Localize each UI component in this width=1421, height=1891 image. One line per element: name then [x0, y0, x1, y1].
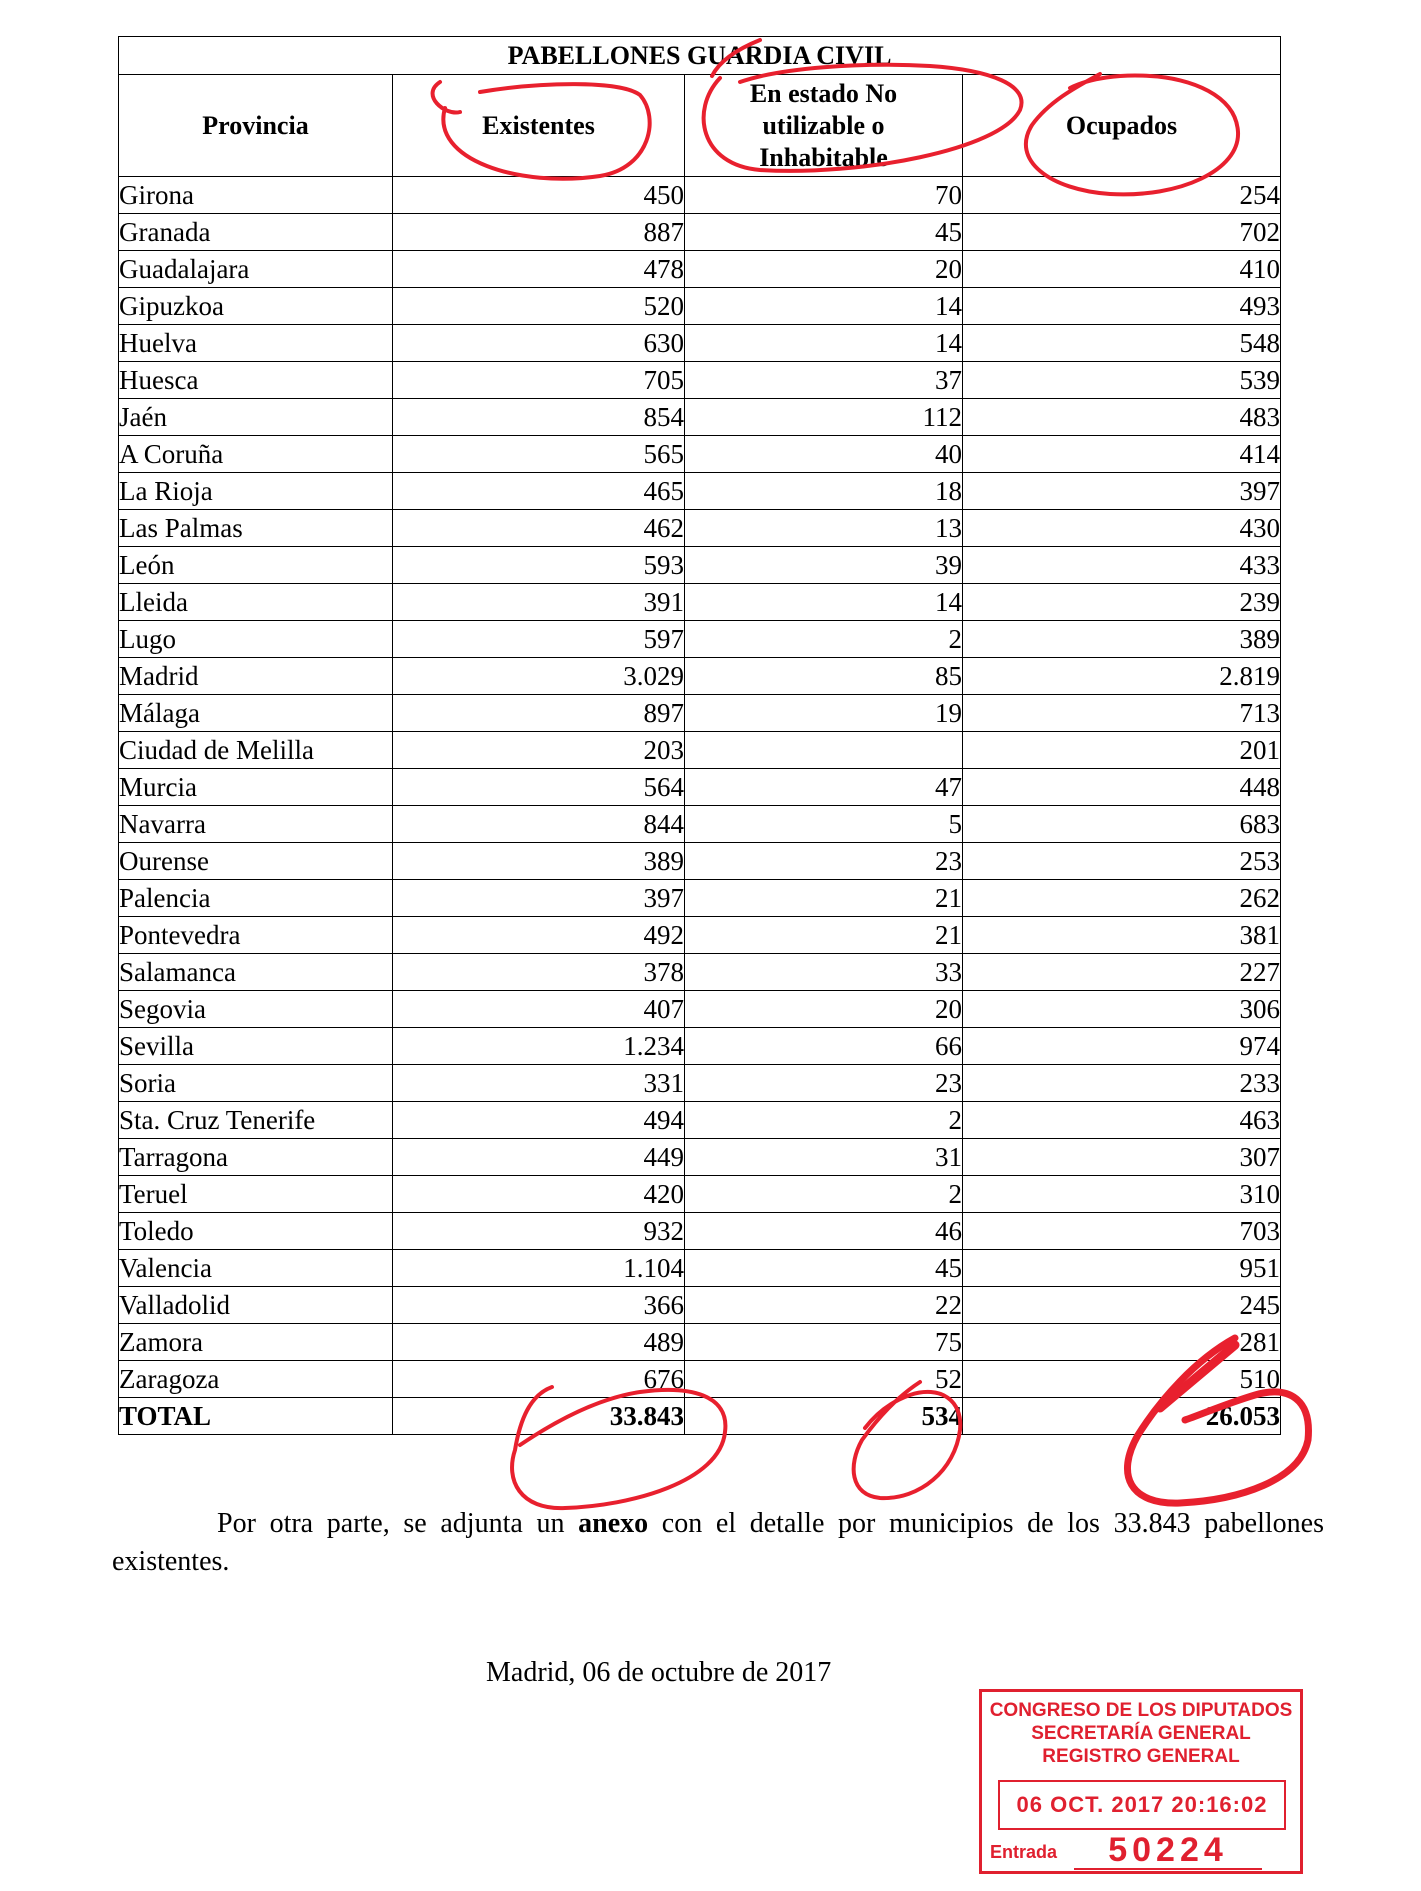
no-utilizable-cell: 22	[685, 1287, 963, 1324]
existentes-cell: 564	[393, 769, 685, 806]
provincia-cell: Ourense	[119, 843, 393, 880]
ocupados-cell: 493	[963, 288, 1281, 325]
provincia-cell: Valladolid	[119, 1287, 393, 1324]
ocupados-cell: 262	[963, 880, 1281, 917]
ocupados-cell: 389	[963, 621, 1281, 658]
total-row	[119, 1398, 1281, 1435]
ocupados-cell: 381	[963, 917, 1281, 954]
no-utilizable-cell: 45	[685, 1250, 963, 1287]
no-utilizable-cell: 45	[685, 214, 963, 251]
pabellones-table	[118, 36, 1281, 1435]
ocupados-cell: 539	[963, 362, 1281, 399]
total-no-utilizable: 534	[685, 1398, 963, 1435]
table-row	[119, 510, 1281, 547]
stamp-line-1: CONGRESO DE LOS DIPUTADOS	[989, 1700, 1293, 1721]
existentes-cell: 391	[393, 584, 685, 621]
existentes-cell: 389	[393, 843, 685, 880]
annex-text-before: Por otra parte, se adjunta un	[217, 1508, 579, 1539]
no-utilizable-cell: 21	[685, 880, 963, 917]
no-utilizable-cell: 20	[685, 251, 963, 288]
table-title: PABELLONES GUARDIA CIVIL	[119, 37, 1281, 75]
ocupados-cell: 702	[963, 214, 1281, 251]
provincia-cell: Huelva	[119, 325, 393, 362]
existentes-cell: 844	[393, 806, 685, 843]
no-utilizable-cell	[685, 732, 963, 769]
provincia-cell: Madrid	[119, 658, 393, 695]
table-row	[119, 1065, 1281, 1102]
provincia-cell: Tarragona	[119, 1139, 393, 1176]
ocupados-cell: 233	[963, 1065, 1281, 1102]
ocupados-cell: 483	[963, 399, 1281, 436]
ocupados-cell: 463	[963, 1102, 1281, 1139]
existentes-cell: 520	[393, 288, 685, 325]
table-row	[119, 732, 1281, 769]
existentes-cell: 887	[393, 214, 685, 251]
ocupados-cell: 414	[963, 436, 1281, 473]
no-utilizable-cell: 75	[685, 1324, 963, 1361]
existentes-cell: 492	[393, 917, 685, 954]
provincia-cell: Granada	[119, 214, 393, 251]
existentes-cell: 462	[393, 510, 685, 547]
header-provincia: Provincia	[119, 75, 393, 177]
table-row	[119, 214, 1281, 251]
existentes-cell: 705	[393, 362, 685, 399]
existentes-cell: 331	[393, 1065, 685, 1102]
ocupados-cell: 397	[963, 473, 1281, 510]
no-utilizable-cell: 66	[685, 1028, 963, 1065]
annex-paragraph	[112, 1505, 1324, 1581]
no-utilizable-cell: 37	[685, 362, 963, 399]
existentes-cell: 450	[393, 177, 685, 214]
existentes-cell: 397	[393, 880, 685, 917]
header-ocupados: Ocupados	[963, 75, 1281, 177]
table-row	[119, 1213, 1281, 1250]
table-row	[119, 1102, 1281, 1139]
provincia-cell: Murcia	[119, 769, 393, 806]
ocupados-cell: 253	[963, 843, 1281, 880]
table-row	[119, 177, 1281, 214]
total-label: TOTAL	[119, 1398, 393, 1435]
provincia-cell: León	[119, 547, 393, 584]
provincia-cell: Salamanca	[119, 954, 393, 991]
existentes-cell: 203	[393, 732, 685, 769]
no-utilizable-cell: 21	[685, 917, 963, 954]
ocupados-cell: 245	[963, 1287, 1281, 1324]
table-row	[119, 1324, 1281, 1361]
table-row	[119, 1028, 1281, 1065]
ocupados-cell: 410	[963, 251, 1281, 288]
table-row	[119, 1361, 1281, 1398]
table-row	[119, 769, 1281, 806]
ocupados-cell: 254	[963, 177, 1281, 214]
no-utilizable-cell: 39	[685, 547, 963, 584]
no-utilizable-cell: 47	[685, 769, 963, 806]
no-utilizable-cell: 19	[685, 695, 963, 732]
ocupados-cell: 510	[963, 1361, 1281, 1398]
ocupados-cell: 201	[963, 732, 1281, 769]
no-utilizable-cell: 85	[685, 658, 963, 695]
no-utilizable-cell: 23	[685, 843, 963, 880]
provincia-cell: Toledo	[119, 1213, 393, 1250]
provincia-cell: Lleida	[119, 584, 393, 621]
annex-text-after: con el detalle por municipios de los 33.843 pabellones existentes.	[112, 1508, 1324, 1577]
table-row	[119, 843, 1281, 880]
ocupados-cell: 433	[963, 547, 1281, 584]
ocupados-cell: 227	[963, 954, 1281, 991]
table-row	[119, 695, 1281, 732]
provincia-cell: Zamora	[119, 1324, 393, 1361]
existentes-cell: 478	[393, 251, 685, 288]
provincia-cell: La Rioja	[119, 473, 393, 510]
total-ocupados: 26.053	[963, 1398, 1281, 1435]
no-utilizable-cell: 23	[685, 1065, 963, 1102]
table-row	[119, 1250, 1281, 1287]
table-row	[119, 436, 1281, 473]
existentes-cell: 378	[393, 954, 685, 991]
table-row	[119, 473, 1281, 510]
existentes-cell: 420	[393, 1176, 685, 1213]
no-utilizable-cell: 14	[685, 325, 963, 362]
provincia-cell: Las Palmas	[119, 510, 393, 547]
provincia-cell: Málaga	[119, 695, 393, 732]
table-row	[119, 288, 1281, 325]
no-utilizable-cell: 112	[685, 399, 963, 436]
no-utilizable-cell: 13	[685, 510, 963, 547]
date-line: Madrid, 06 de octubre de 2017	[486, 1657, 832, 1688]
existentes-cell: 897	[393, 695, 685, 732]
total-existentes: 33.843	[393, 1398, 685, 1435]
existentes-cell: 932	[393, 1213, 685, 1250]
existentes-cell: 1.104	[393, 1250, 685, 1287]
ocupados-cell: 306	[963, 991, 1281, 1028]
provincia-cell: Palencia	[119, 880, 393, 917]
table-row	[119, 1287, 1281, 1324]
no-utilizable-cell: 46	[685, 1213, 963, 1250]
provincia-cell: Segovia	[119, 991, 393, 1028]
no-utilizable-cell: 14	[685, 584, 963, 621]
existentes-cell: 565	[393, 436, 685, 473]
table-row	[119, 991, 1281, 1028]
registry-stamp	[979, 1689, 1303, 1874]
ocupados-cell: 703	[963, 1213, 1281, 1250]
annex-link-word: anexo	[578, 1508, 649, 1539]
stamp-line-2: SECRETARÍA GENERAL	[1031, 1723, 1251, 1744]
ocupados-cell: 713	[963, 695, 1281, 732]
no-utilizable-cell: 2	[685, 621, 963, 658]
provincia-cell: Huesca	[119, 362, 393, 399]
no-utilizable-cell: 2	[685, 1102, 963, 1139]
provincia-cell: Teruel	[119, 1176, 393, 1213]
no-utilizable-cell: 2	[685, 1176, 963, 1213]
header-existentes: Existentes	[393, 75, 685, 177]
existentes-cell: 676	[393, 1361, 685, 1398]
table-row	[119, 584, 1281, 621]
existentes-cell: 489	[393, 1324, 685, 1361]
no-utilizable-cell: 33	[685, 954, 963, 991]
ocupados-cell: 430	[963, 510, 1281, 547]
table-row	[119, 917, 1281, 954]
header-no-utilizable-line-2: utilizable o	[762, 110, 885, 140]
header-no-utilizable-line-1: En estado No	[749, 78, 898, 108]
provincia-cell: Zaragoza	[119, 1361, 393, 1398]
table-row	[119, 658, 1281, 695]
table-row	[119, 399, 1281, 436]
provincia-cell: Soria	[119, 1065, 393, 1102]
ocupados-cell: 2.819	[963, 658, 1281, 695]
stamp-line-3: REGISTRO GENERAL	[1042, 1746, 1240, 1767]
provincia-cell: Sevilla	[119, 1028, 393, 1065]
provincia-cell: Gipuzkoa	[119, 288, 393, 325]
no-utilizable-cell: 40	[685, 436, 963, 473]
provincia-cell: Girona	[119, 177, 393, 214]
ocupados-cell: 281	[963, 1324, 1281, 1361]
existentes-cell: 597	[393, 621, 685, 658]
ocupados-cell: 683	[963, 806, 1281, 843]
ocupados-cell: 310	[963, 1176, 1281, 1213]
provincia-cell: Jaén	[119, 399, 393, 436]
ocupados-cell: 239	[963, 584, 1281, 621]
provincia-cell: Valencia	[119, 1250, 393, 1287]
provincia-cell: A Coruña	[119, 436, 393, 473]
ocupados-cell: 448	[963, 769, 1281, 806]
no-utilizable-cell: 52	[685, 1361, 963, 1398]
table-row	[119, 1139, 1281, 1176]
table-row	[119, 954, 1281, 991]
provincia-cell: Pontevedra	[119, 917, 393, 954]
no-utilizable-cell: 20	[685, 991, 963, 1028]
ocupados-cell: 974	[963, 1028, 1281, 1065]
table-row	[119, 251, 1281, 288]
header-no-utilizable	[685, 75, 963, 177]
table-row	[119, 362, 1281, 399]
ocupados-cell: 951	[963, 1250, 1281, 1287]
stamp-entrada-label: Entrada	[990, 1842, 1058, 1862]
existentes-cell: 1.234	[393, 1028, 685, 1065]
existentes-cell: 449	[393, 1139, 685, 1176]
provincia-cell: Ciudad de Melilla	[119, 732, 393, 769]
provincia-cell: Sta. Cruz Tenerife	[119, 1102, 393, 1139]
no-utilizable-cell: 5	[685, 806, 963, 843]
existentes-cell: 593	[393, 547, 685, 584]
no-utilizable-cell: 18	[685, 473, 963, 510]
existentes-cell: 366	[393, 1287, 685, 1324]
no-utilizable-cell: 70	[685, 177, 963, 214]
table-row	[119, 547, 1281, 584]
table-row	[119, 1176, 1281, 1213]
ocupados-cell: 548	[963, 325, 1281, 362]
provincia-cell: Navarra	[119, 806, 393, 843]
existentes-cell: 465	[393, 473, 685, 510]
header-no-utilizable-line-3: Inhabitable	[759, 142, 888, 172]
no-utilizable-cell: 14	[685, 288, 963, 325]
provincia-cell: Guadalajara	[119, 251, 393, 288]
table-row	[119, 880, 1281, 917]
existentes-cell: 630	[393, 325, 685, 362]
no-utilizable-cell: 31	[685, 1139, 963, 1176]
existentes-cell: 494	[393, 1102, 685, 1139]
provincia-cell: Lugo	[119, 621, 393, 658]
ocupados-cell: 307	[963, 1139, 1281, 1176]
stamp-entry-number: 50224	[1074, 1832, 1262, 1870]
table-body	[119, 177, 1281, 1398]
table-row	[119, 806, 1281, 843]
existentes-cell: 3.029	[393, 658, 685, 695]
stamp-datetime: 06 OCT. 2017 20:16:02	[998, 1780, 1286, 1830]
table-row	[119, 325, 1281, 362]
existentes-cell: 407	[393, 991, 685, 1028]
table-row	[119, 621, 1281, 658]
existentes-cell: 854	[393, 399, 685, 436]
